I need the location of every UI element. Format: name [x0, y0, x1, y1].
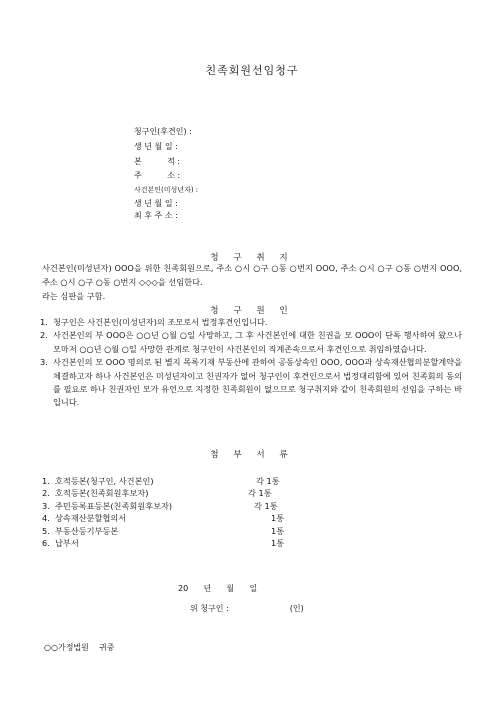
applicant-info — [134, 126, 202, 223]
attachment-row — [42, 501, 342, 513]
attachment-count: 1통 — [271, 537, 285, 548]
attachments-list — [42, 476, 342, 550]
subject-birth-label: 생 년 월 일 : — [134, 198, 178, 208]
attachment-name: 납부서 — [55, 537, 79, 548]
attachment-num: 1. — [42, 476, 50, 486]
attachment-row — [42, 538, 342, 550]
attachment-name: 호적등본(청구인, 사건본인) — [55, 476, 154, 486]
purpose-heading: 청 구 취 지 — [210, 253, 294, 263]
attachment-name: 부동산등기부등본 — [55, 525, 119, 536]
cause-num: 3. — [40, 357, 48, 368]
attachment-num: 5. — [42, 525, 50, 536]
cause-num: 1. — [40, 317, 48, 327]
attachment-num: 6. — [42, 537, 50, 548]
cause-item — [40, 316, 462, 329]
attachment-row — [42, 476, 342, 488]
attachments-heading: 첨 부 서 류 — [210, 450, 294, 460]
attachment-num: 2. — [42, 488, 50, 499]
attachment-name: 호적등본(친족회원후보자) — [55, 488, 149, 499]
purpose-text — [42, 262, 462, 303]
cause-num: 2. — [40, 330, 48, 341]
cause-heading: 청 구 원 인 — [210, 306, 294, 316]
applicant-address-label: 주 소 : — [134, 171, 181, 181]
purpose-closing: 라는 심판을 구함. — [42, 290, 106, 301]
applicant-birth-label: 생 년 월 일 : — [134, 141, 178, 151]
cause-text: 사건본인의 부 OOO은 ○○년 ○월 ○일 사망하고, 그 후 사건본인에 대한 친권을 모 OOO이 단독 행사하여 왔으나 모마저 ○○년 ○월 ○일 사망한 관계로 청구인이 사건본인의 직계존속으로서 후견인으로 취임하였습니다. — [53, 330, 462, 354]
cause-item — [40, 356, 462, 410]
attachment-count: 1통 — [271, 525, 285, 536]
attachment-row — [42, 526, 342, 538]
document-title: 친족회원선임청구 — [205, 64, 299, 77]
cause-text: 청구인은 사건본인(미성년자)의 조모로서 법정후견인입니다. — [53, 317, 268, 327]
cause-item — [40, 329, 462, 356]
attachment-row — [42, 488, 342, 500]
attachment-count: 각 1통 — [256, 476, 280, 486]
applicant-signature-line: 위 청구인 : (인) — [190, 604, 304, 613]
purpose-body: 사건본인(미성년자) OOO을 위한 친족회원으로, 주소 ○시 ○구 ○동 ○번지 OOO, 주소 ○시 ○구 ○동 ○번지 OOO, 주소 ○시 ○구 ○동 ○번지 ◇◇◇을 선임한다. — [42, 263, 462, 287]
attachment-row — [42, 513, 342, 525]
attachment-count: 각 1통 — [248, 488, 272, 499]
applicant-label: 청구인(후견인) : — [134, 127, 192, 136]
cause-text: 사건본인의 모 OOO 명의로 된 별지 목록기재 부동산에 관하여 공동상속인 OOO, OOO과 상속재산협의분할계약을 체결하고자 하나 사건본인은 미성년자이고 친권자가 없어 청구인이 후견인으로서 법정대리함에 있어 친족회의 동의를 필요로 하나 친권자인 모가 유언으로 지정한 친족회원이 없으므로 청구취지와 같이 친족회원의 선임을 구하는 바입니다. — [53, 357, 462, 408]
attachment-name: 주민등록표등본(친족회원후보자) — [55, 500, 173, 511]
cause-list — [40, 316, 462, 410]
attachment-num: 4. — [42, 513, 50, 524]
attachment-count: 1통 — [271, 513, 285, 524]
attachment-count: 각 1통 — [254, 500, 278, 511]
attachment-name: 상속재산분할협의서 — [55, 513, 127, 524]
court-addressee: ○○가정법원 귀중 — [44, 643, 115, 652]
subject-last-address-label: 최 후 주 소 : — [134, 211, 178, 221]
applicant-origin-label: 본 적 : — [134, 156, 181, 166]
attachment-num: 3. — [42, 500, 50, 511]
subject-label: 사건본인(미성년자) : — [134, 186, 199, 195]
filing-date: 20 년 월 일 — [178, 584, 258, 593]
